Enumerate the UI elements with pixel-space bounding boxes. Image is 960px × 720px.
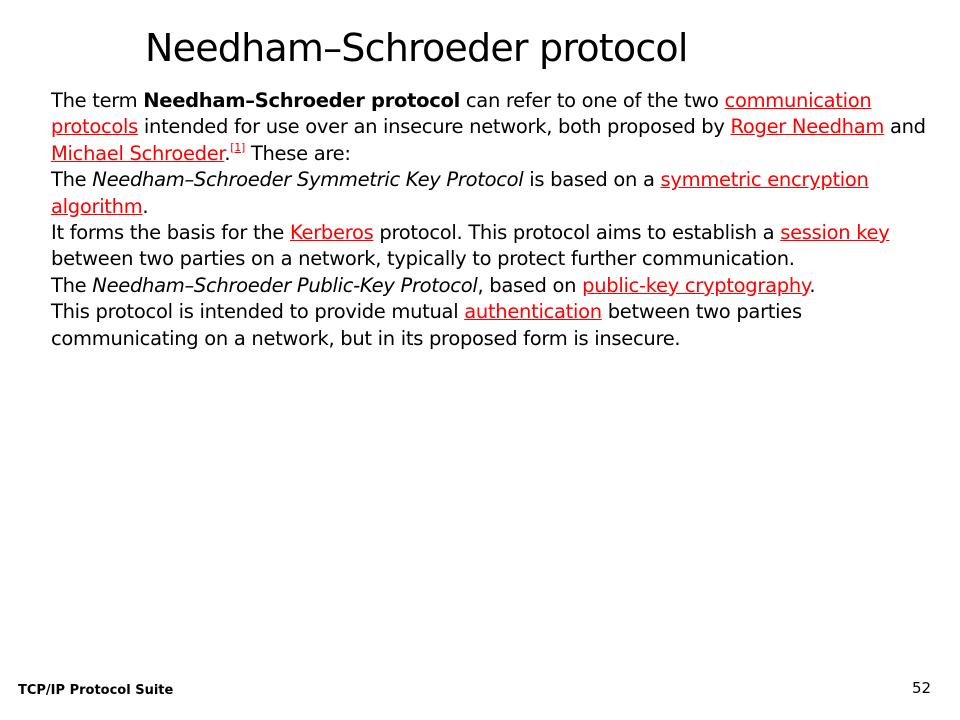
text-run: . [142,194,149,218]
paragraph-1 [51,88,931,167]
text-run: protocol. This protocol aims to establish a [373,221,781,245]
text-run: It forms the basis for the [51,221,290,245]
hyperlink[interactable]: Roger Needham [730,115,885,139]
text-run: and [884,115,926,139]
slide-title: Needham–Schroeder protocol [145,26,688,70]
text-run: The [51,168,93,192]
bold-text: Needham–Schroeder protocol [143,89,460,112]
citation-link[interactable]: [1] [230,140,245,154]
hyperlink[interactable]: Michael Schroeder [51,141,225,165]
body-text [51,88,931,352]
text-run: between two parties communicating on a network, but in its proposed form is insecure. [51,300,802,350]
hyperlink[interactable]: public-key cryptography [582,273,810,297]
text-run: can refer to one of the two [459,89,725,112]
footer-label: TCP/IP Protocol Suite [18,683,174,698]
hyperlink[interactable]: Kerberos [290,221,374,245]
text-run: The [51,273,93,297]
text-run: between two parties on a network, typically to protect further communication. [51,247,795,271]
hyperlink[interactable]: session key [780,221,890,245]
hyperlink[interactable]: communication protocols [51,89,872,139]
paragraph-2 [51,167,931,220]
paragraph-3 [51,220,931,273]
text-run: is based on a [523,168,661,192]
text-run: . [809,273,816,297]
text-run: The term [51,89,144,112]
page-number: 52 [912,679,932,697]
paragraph-5 [51,299,931,352]
text-run: , based on [477,273,583,297]
hyperlink[interactable]: symmetric encryption algorithm [51,168,869,218]
italic-text: Needham–Schroeder Public-Key Protocol [92,273,478,297]
text-run: intended for use over an insecure network, both proposed by [138,115,731,139]
hyperlink[interactable]: authentication [464,300,602,324]
text-run: This protocol is intended to provide mutual [51,300,465,324]
text-run: . [224,141,231,165]
text-run: These are: [244,141,351,165]
paragraph-4 [51,273,931,299]
italic-text: Needham–Schroeder Symmetric Key Protocol [92,168,524,192]
